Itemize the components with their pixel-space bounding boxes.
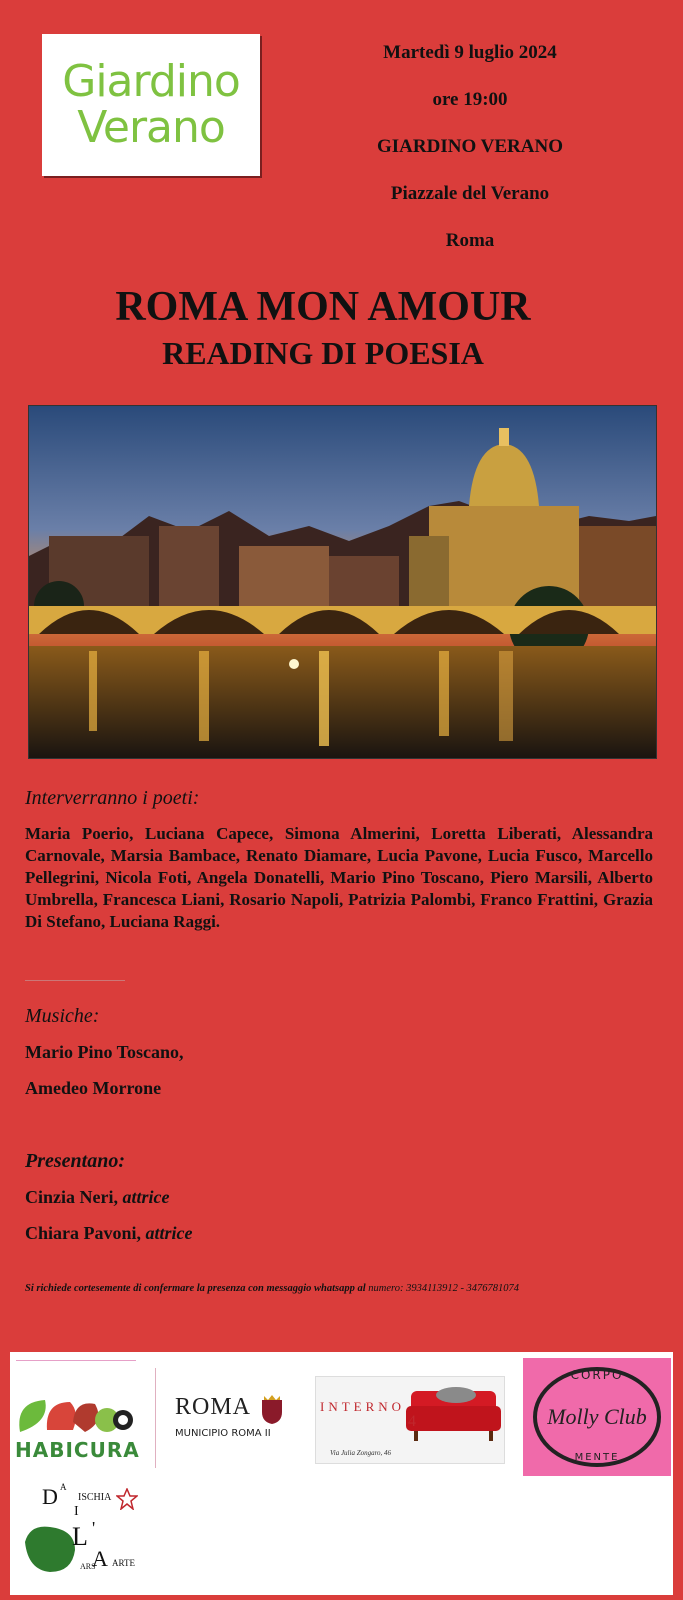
music-label: Musiche: bbox=[25, 1005, 100, 1027]
interno-number: 4 bbox=[408, 1413, 416, 1430]
sponsor-bar bbox=[10, 1352, 673, 1595]
rsvp-text: Si richiede cortesemente di confermare la presenza con messaggio whatsapp al bbox=[25, 1283, 366, 1294]
giardino-verano-logo bbox=[42, 34, 260, 176]
presenter-2 bbox=[25, 1223, 193, 1244]
interno-text: INTERNO bbox=[320, 1399, 406, 1414]
roma-municipio-logo bbox=[165, 1394, 295, 1454]
roma-text: ROMA bbox=[175, 1394, 252, 1420]
poets-list: Maria Poerio, Luciana Capece, Simona Almerini, Loretta Liberati, Alessandra Carnovale, Marsia Bambace, Renato Diamare, Lucia Pavone, Lucia Fusco, Marcello Pellegrini, Nicola Foti, Angela Donatelli, Mario Pino Toscano, Piero Marsili, Alberto Umbrella, Francesca Liani, Rosario Napoli, Patrizia Palombi, Franco Frattini, Grazia Di Stefano, Luciana Raggi. bbox=[25, 824, 653, 931]
presenters-label: Presentano: bbox=[25, 1150, 125, 1172]
rsvp-numbers: numero: 3934113912 - 3476781074 bbox=[368, 1283, 520, 1294]
event-info bbox=[330, 40, 610, 275]
ischia-island-icon bbox=[20, 1522, 80, 1577]
dalla-ischia-logo bbox=[20, 1482, 140, 1582]
event-city: Roma bbox=[445, 230, 495, 251]
main-title: ROMA MON AMOUR bbox=[115, 284, 531, 330]
event-time: ore 19:00 bbox=[432, 89, 508, 110]
pink-line bbox=[16, 1360, 136, 1361]
sofa-icon bbox=[406, 1381, 501, 1443]
dalla-letter-l: L bbox=[72, 1522, 88, 1551]
event-date: Martedì 9 luglio 2024 bbox=[383, 42, 557, 63]
dalla-ischia: ISCHIA bbox=[78, 1492, 112, 1503]
event-venue: GIARDINO VERANO bbox=[377, 136, 563, 157]
music-name-2: Amedeo Morrone bbox=[25, 1078, 162, 1098]
dalla-letter-i: I bbox=[74, 1504, 79, 1519]
roma-crest-icon bbox=[260, 1394, 284, 1424]
dalla-ars: ARS bbox=[80, 1562, 96, 1571]
presenter-2-role: attrice bbox=[145, 1223, 193, 1243]
dalla-arte: ARTE bbox=[112, 1558, 135, 1568]
presenter-1-name: Cinzia Neri, bbox=[25, 1187, 118, 1207]
rsvp-notice bbox=[25, 1283, 665, 1294]
molly-mid: Molly Club bbox=[547, 1404, 647, 1429]
dalla-apostrophe: ' bbox=[92, 1518, 96, 1538]
presenter-1 bbox=[25, 1187, 169, 1208]
dalla-letter-a2: A bbox=[92, 1546, 108, 1571]
presenter-2-name: Chiara Pavoni, bbox=[25, 1223, 142, 1243]
separator bbox=[155, 1368, 156, 1468]
logo-line-1: Giardino bbox=[62, 56, 240, 107]
interno-address: Via Julia Zongaro, 46 bbox=[330, 1449, 392, 1457]
rome-night-photo bbox=[28, 405, 657, 759]
interno-4-logo bbox=[315, 1376, 505, 1464]
dalla-letter-d: D bbox=[42, 1484, 58, 1509]
sub-title: READING DI POESIA bbox=[162, 335, 484, 371]
habicura-text: HABICURA bbox=[15, 1438, 140, 1462]
star-icon bbox=[116, 1488, 138, 1510]
habicura-logo bbox=[15, 1392, 140, 1462]
event-address: Piazzale del Verano bbox=[390, 183, 550, 204]
poets-label: Interverranno i poeti: bbox=[25, 787, 200, 809]
roma-sub: MUNICIPIO ROMA II bbox=[175, 1428, 271, 1439]
logo-line-2: Verano bbox=[77, 102, 225, 153]
molly-top: CORPO bbox=[570, 1368, 624, 1382]
presenter-1-role: attrice bbox=[122, 1187, 170, 1207]
dalla-letter-a: A bbox=[60, 1482, 67, 1492]
molly-club-logo bbox=[523, 1358, 671, 1476]
music-name-1: Mario Pino Toscano, bbox=[25, 1042, 184, 1062]
divider bbox=[25, 980, 125, 981]
habicura-icon bbox=[15, 1392, 135, 1438]
molly-bottom: MENTE bbox=[574, 1452, 620, 1463]
